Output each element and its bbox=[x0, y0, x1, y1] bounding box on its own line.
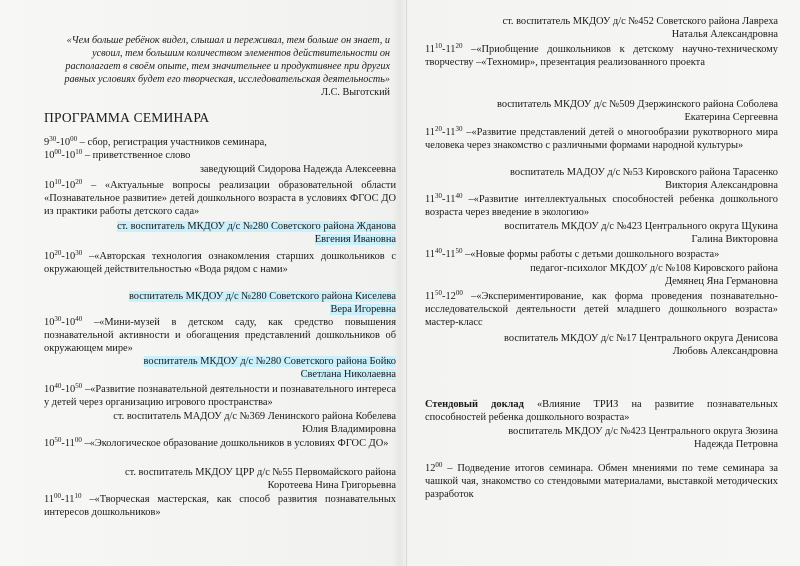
program-item: $10^{00}-10^{10}$ – приветственное слово bbox=[44, 148, 191, 161]
program-item: $10^{30}-10^{40}$ –«Мини-музей в детском саду, как средство повышения познавательной активности и обогащения представлений дошкольников об окружающем мире» bbox=[44, 315, 396, 354]
program-item: $9^{30}-10^{00}$ – сбор, регистрация участников семинара, bbox=[44, 135, 267, 148]
speaker: воспитатель МКДОУ д/с №509 Дзержинского района Соболева Екатерина Сергеевна bbox=[497, 99, 778, 123]
speaker: заведующий Сидорова Надежда Алексеевна bbox=[199, 164, 396, 175]
program-item: $11^{40}-11^{50}$ –«Новые формы работы с детьми дошкольного возраста» bbox=[425, 247, 720, 260]
speaker: воспитатель МКДОУ д/с №423 Центрального округа Щукина Галина Викторовна bbox=[504, 221, 778, 245]
speaker: воспитатель МАДОУ д/с №53 Кировского района Тарасенко Виктория Александровна bbox=[509, 167, 778, 191]
speaker: ст. воспитатель МКДОУ д/с №452 Советского района Лавреха Наталья Александровна bbox=[502, 16, 778, 40]
speaker: воспитатель МКДОУ д/с №280 Советского района Бойко Светлана Николаевна bbox=[143, 356, 396, 380]
speaker: ст. воспитатель МКДОУ д/с №280 Советского района Жданова Евгения Ивановна bbox=[117, 221, 396, 245]
page-title: ПРОГРАММА СЕМИНАРА bbox=[44, 110, 210, 125]
program-item: $11^{50}-12^{00}$ –«Экспериментирование, как форма проведения познавательно-исследовательской деятельности детей младшего дошкольного возраста» мастер-класс bbox=[425, 289, 778, 328]
quote-text: «Чем больше ребёнок видел, слышал и переживал, тем больше он знает, и усвоил, тем большим количеством элементов действительности он располагает в своём опыте, тем значительнее и продуктивнее при других равных условиях будет его творческая, исследовательская деятельность» bbox=[64, 35, 390, 85]
speaker: ст. воспитатель МКДОУ ЦРР д/с №55 Первомайского района Коротеева Нина Григорьевна bbox=[124, 467, 396, 491]
program-item: $11^{30}-11^{40}$ –«Развитие интеллектуальных способностей ребенка дошкольного возраста через введение в экологию» bbox=[425, 192, 778, 218]
program-item: $10^{40}-10^{50}$ –«Развитие познавательной деятельности и познавательного интереса у детей через организацию игрового пространства» bbox=[44, 382, 396, 408]
program-item: $11^{10}-11^{20}$ –«Приобщение дошкольников к детскому научно-техническому творчеству –«Техномир», презентация реализованного проекта bbox=[425, 42, 778, 68]
quote-author: Л.С. Выготский bbox=[321, 87, 390, 98]
poster-report: Стендовый доклад «Влияние ТРИЗ на развитие познавательных способностей ребенка дошкольного возраста» bbox=[425, 399, 778, 423]
epigraph-quote bbox=[60, 34, 390, 99]
speaker: воспитатель МКДОУ д/с №280 Советского района Киселева Вера Игоревна bbox=[128, 291, 396, 315]
program-item: $11^{20}-11^{30}$ –«Развитие представлений детей о многообразии рукотворного мира человека через знакомство с различными формами народной культуры» bbox=[425, 125, 778, 151]
speaker: воспитатель МКДОУ д/с №17 Центрального округа Денисова Любовь Александровна bbox=[504, 333, 778, 357]
closing-item: $12^{00}$ – Подведение итогов семинара. Обмен мнениями по теме семинара за чашкой чая, знакомство со стендовыми материалами, выставкой методических разработок bbox=[425, 461, 778, 500]
program-item: $10^{10}-10^{20}$ – «Актуальные вопросы реализации образовательной области «Познавательное развитие» детей дошкольного возраста в условиях ФГОС ДО из практики работы детского сада» bbox=[44, 178, 396, 217]
program-item: $10^{50}-11^{00}$ –«Экологическое образование дошкольников в условиях ФГОС ДО» bbox=[44, 436, 389, 449]
speaker: воспитатель МКДОУ д/с №423 Центрального округа Зюзина Надежда Петровна bbox=[508, 426, 778, 450]
page-fold bbox=[406, 0, 407, 566]
speaker: педагог-психолог МКДОУ д/с №108 Кировского района Демянец Яна Германовна bbox=[530, 263, 778, 287]
program-item: $11^{00}-11^{10}$ –«Творческая мастерская, как способ развития познавательных интересов дошкольников» bbox=[44, 492, 396, 518]
speaker: ст. воспитатель МАДОУ д/с №369 Ленинского района Кобелева Юлия Владимировна bbox=[113, 411, 396, 435]
program-item: $10^{20}-10^{30}$ –«Авторская технология ознакомления старших дошкольников с окружающей действительностью «Вода рядом с нами» bbox=[44, 249, 396, 275]
